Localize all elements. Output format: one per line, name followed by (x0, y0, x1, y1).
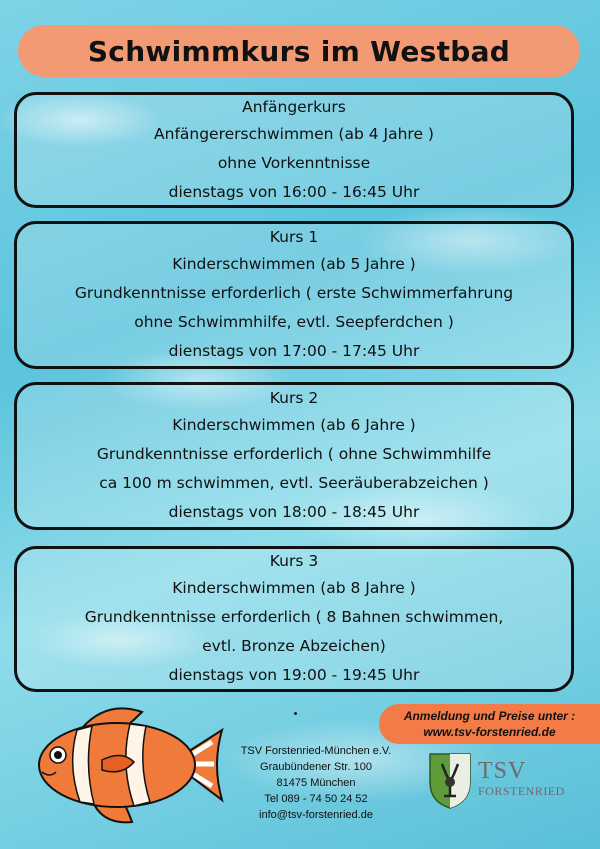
street: Graubündener Str. 100 (260, 761, 372, 773)
decorative-dot (294, 712, 297, 715)
page-title: Schwimmkurs im Westbad (87, 34, 511, 68)
deer-shield-icon (428, 752, 472, 810)
contact-block (226, 743, 406, 823)
phone[interactable]: Tel 089 - 74 50 24 52 (264, 793, 368, 805)
course-card-kurs-3 (14, 546, 574, 692)
logo-subtitle: FORSTENRIED (478, 784, 565, 798)
course-line: evtl. Bronze Abzeichen) (202, 637, 386, 655)
course-line: Grundkenntnisse erforderlich ( ohne Schwimmhilfe (96, 445, 492, 463)
email-link[interactable]: info@tsv-forstenried.de (259, 809, 373, 821)
course-heading: Kurs 3 (269, 552, 319, 570)
course-time: dienstags von 17:00 - 17:45 Uhr (168, 342, 420, 360)
course-line: Kinderschwimmen (ab 8 Jahre ) (172, 579, 416, 597)
clownfish-icon (22, 700, 227, 830)
course-time: dienstags von 19:00 - 19:45 Uhr (168, 666, 420, 684)
course-heading: Kurs 1 (269, 228, 319, 246)
org-name: TSV Forstenried-München e.V. (240, 745, 392, 757)
course-time: dienstags von 18:00 - 18:45 Uhr (168, 503, 420, 521)
course-line: Grundkenntnisse erforderlich ( erste Schwimmerfahrung (74, 284, 514, 302)
course-line: Kinderschwimmen (ab 5 Jahre ) (172, 255, 416, 273)
city: 81475 München (276, 777, 356, 789)
course-card-beginner (14, 92, 574, 208)
registration-banner (379, 704, 600, 744)
club-logo (428, 752, 578, 814)
course-line: ohne Schwimmhilfe, evtl. Seepferdchen ) (134, 313, 454, 331)
logo-name: TSV (478, 758, 527, 784)
registration-link[interactable]: www.tsv-forstenried.de (423, 725, 556, 739)
course-card-kurs-1 (14, 221, 574, 369)
registration-label: Anmeldung und Preise unter : (403, 709, 576, 723)
course-line: ca 100 m schwimmen, evtl. Seeräuberabzeichen ) (99, 474, 489, 492)
course-line: Kinderschwimmen (ab 6 Jahre ) (172, 416, 416, 434)
course-line: Anfängererschwimmen (ab 4 Jahre ) (154, 124, 434, 143)
course-heading: Anfängerkurs (242, 97, 346, 116)
title-banner (18, 25, 580, 77)
course-line: ohne Vorkenntnisse (217, 153, 371, 172)
course-card-kurs-2 (14, 382, 574, 530)
course-time: dienstags von 16:00 - 16:45 Uhr (168, 182, 420, 201)
course-line: Grundkenntnisse erforderlich ( 8 Bahnen schwimmen, (84, 608, 504, 626)
course-heading: Kurs 2 (269, 389, 319, 407)
